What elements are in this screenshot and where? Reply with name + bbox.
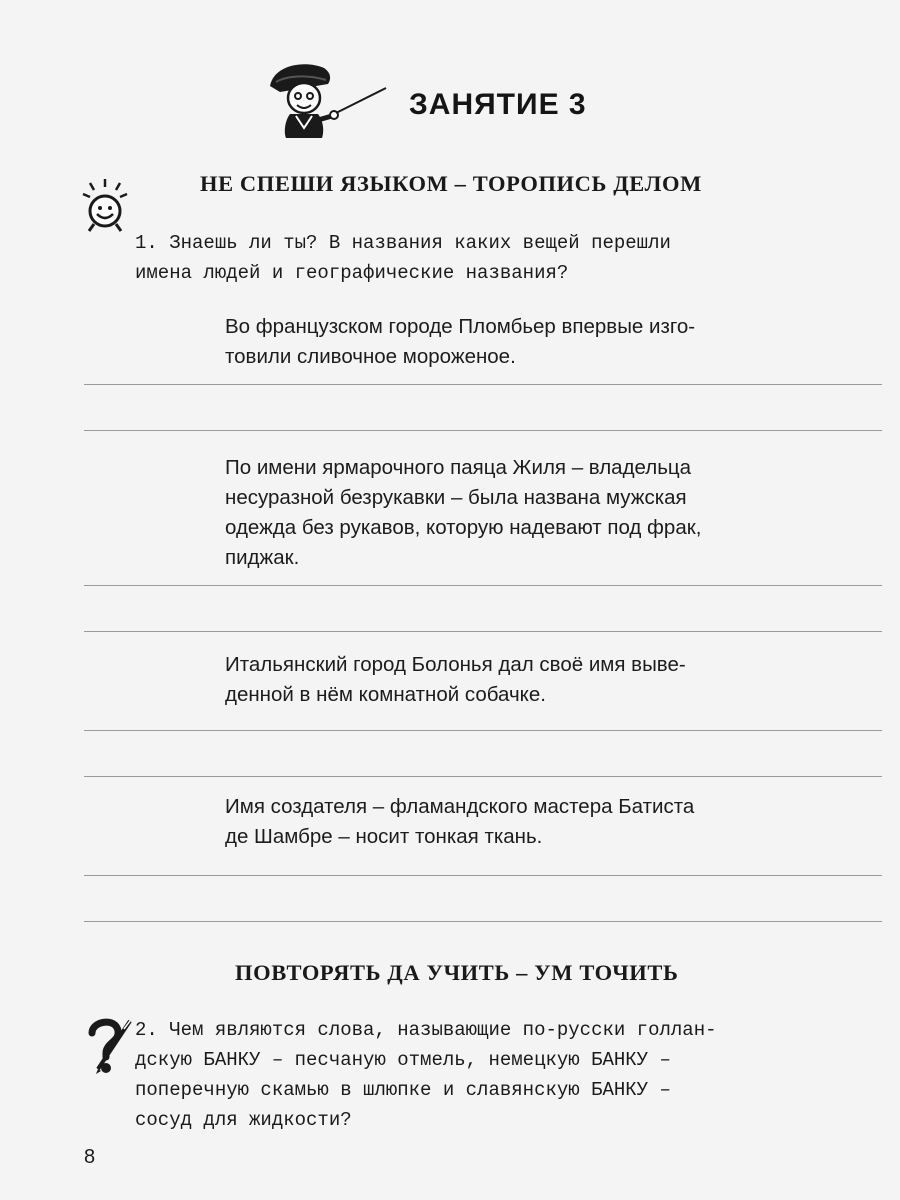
answer-line[interactable] bbox=[84, 875, 882, 876]
task-2-line: сосуд для жидкости? bbox=[135, 1109, 352, 1131]
fact-line: Итальянский город Болонья дал своё имя выве- bbox=[225, 653, 686, 676]
fact-plombieres bbox=[225, 312, 885, 372]
task-1-line: 1. Знаешь ли ты? В названия каких вещей перешли bbox=[135, 232, 671, 254]
alarm-clock-icon bbox=[80, 177, 130, 233]
answer-line[interactable] bbox=[84, 585, 882, 586]
question-mark-pencil-icon bbox=[86, 1017, 132, 1075]
answer-line[interactable] bbox=[84, 384, 882, 385]
answer-line[interactable] bbox=[84, 730, 882, 731]
fact-line: несуразной безрукавки – была названа мужская bbox=[225, 486, 687, 509]
fact-line: товили сливочное мороженое. bbox=[225, 345, 516, 368]
fact-line: одежда без рукавов, которую надевают под фрак, bbox=[225, 516, 702, 539]
section-title-2: ПОВТОРЯТЬ ДА УЧИТЬ – УМ ТОЧИТЬ bbox=[235, 960, 679, 985]
fact-line: Имя создателя – фламандского мастера Батиста bbox=[225, 795, 695, 818]
fact-line: де Шамбре – носит тонкая ткань. bbox=[225, 825, 543, 848]
answer-line[interactable] bbox=[84, 776, 882, 777]
answer-line[interactable] bbox=[84, 631, 882, 632]
task-2-text bbox=[135, 1015, 717, 1135]
section-title-1: НЕ СПЕШИ ЯЗЫКОМ – ТОРОПИСЬ ДЕЛОМ bbox=[200, 171, 702, 196]
fact-line: пиджак. bbox=[225, 546, 300, 569]
page-number: 8 bbox=[84, 1146, 96, 1168]
task-1-line: имена людей и географические названия? bbox=[135, 262, 569, 284]
fact-bolonka bbox=[225, 650, 885, 710]
lesson-title: ЗАНЯТИЕ 3 bbox=[409, 88, 587, 121]
lesson-header bbox=[266, 58, 626, 148]
fact-gilet bbox=[225, 453, 885, 573]
fact-line: Во французском городе Пломбьер впервые изго- bbox=[225, 315, 696, 338]
task-2-line: 2. Чем являются слова, называющие по-русски голлан- bbox=[135, 1019, 717, 1041]
answer-line[interactable] bbox=[84, 430, 882, 431]
fact-line: По имени ярмарочного паяца Жиля – владельца bbox=[225, 456, 692, 479]
task-1-text bbox=[135, 228, 671, 288]
answer-line[interactable] bbox=[84, 921, 882, 922]
task-2-line: дскую БАНКУ – песчаную отмель, немецкую БАНКУ – bbox=[135, 1049, 671, 1071]
teacher-with-pointer-icon bbox=[266, 58, 391, 140]
fact-line: денной в нём комнатной собачке. bbox=[225, 683, 546, 706]
fact-batiste bbox=[225, 792, 885, 852]
task-2-line: поперечную скамью в шлюпке и славянскую БАНКУ – bbox=[135, 1079, 671, 1101]
